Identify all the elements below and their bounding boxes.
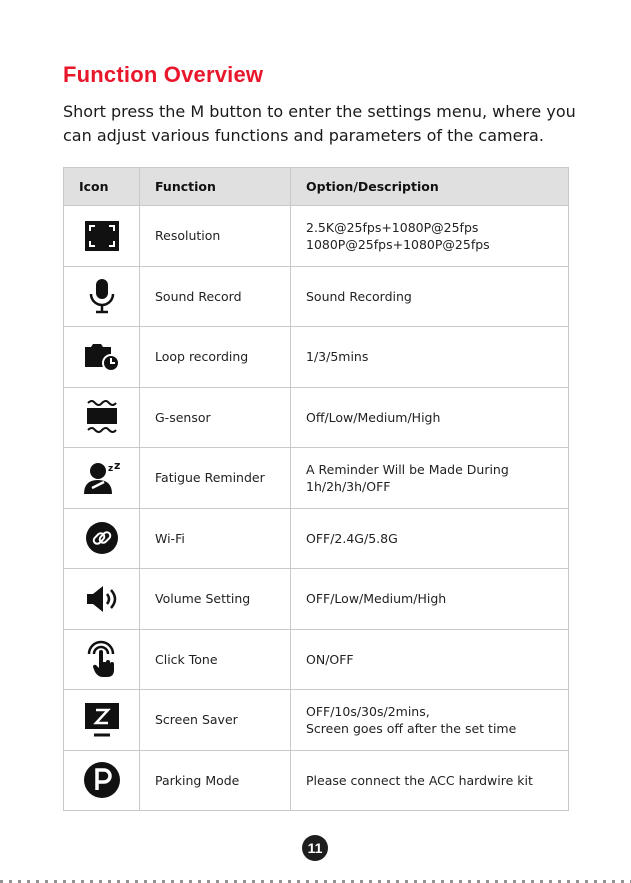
microphone-icon (87, 278, 117, 314)
icon-cell (64, 327, 140, 388)
intro-paragraph: Short press the M button to enter the settings menu, where you can adjust various functions and parameters of the camera. (63, 102, 576, 145)
function-name: Resolution (140, 206, 291, 267)
function-name: Wi-Fi (140, 508, 291, 569)
table-row (64, 750, 569, 811)
speaker-icon (85, 584, 119, 614)
icon-cell (64, 629, 140, 690)
function-description: OFF/Low/Medium/High (291, 569, 569, 630)
svg-text:z: z (107, 463, 113, 474)
table-row (64, 690, 569, 751)
function-description: 2.5K@25fps+1080P@25fps 1080P@25fps+1080P@25fps (291, 206, 569, 267)
table-header-row (64, 168, 569, 206)
icon-cell (64, 448, 140, 509)
parking-icon (83, 761, 121, 799)
function-description: ON/OFF (291, 629, 569, 690)
page-title: Function Overview (63, 62, 264, 87)
wifi-link-icon (85, 521, 119, 555)
function-description: Off/Low/Medium/High (291, 387, 569, 448)
function-table (63, 167, 569, 811)
function-name: Volume Setting (140, 569, 291, 630)
table-row (64, 569, 569, 630)
icon-cell (64, 569, 140, 630)
function-name: Fatigue Reminder (140, 448, 291, 509)
icon-cell (64, 750, 140, 811)
table-row (64, 629, 569, 690)
page-number: 11 (302, 835, 328, 861)
icon-cell (64, 206, 140, 267)
icon-cell (64, 387, 140, 448)
resolution-icon (84, 220, 120, 252)
header-icon: Icon (64, 168, 140, 206)
table-row (64, 448, 569, 509)
header-function: Function (140, 168, 291, 206)
function-name: Click Tone (140, 629, 291, 690)
table-row (64, 266, 569, 327)
table-row (64, 508, 569, 569)
function-description: Please connect the ACC hardwire kit (291, 750, 569, 811)
table-row (64, 327, 569, 388)
click-tone-icon (86, 640, 118, 678)
header-description: Option/Description (291, 168, 569, 206)
function-name: Screen Saver (140, 690, 291, 751)
function-name: Sound Record (140, 266, 291, 327)
function-description: OFF/2.4G/5.8G (291, 508, 569, 569)
g-sensor-icon (84, 398, 120, 436)
icon-cell (64, 690, 140, 751)
function-description: OFF/10s/30s/2mins, Screen goes off after the set time (291, 690, 569, 751)
function-name: Parking Mode (140, 750, 291, 811)
icon-cell (64, 266, 140, 327)
table-row (64, 206, 569, 267)
svg-text:z: z (113, 459, 120, 472)
table-row (64, 387, 569, 448)
screen-saver-icon (84, 702, 120, 738)
function-description: Sound Recording (291, 266, 569, 327)
function-name: G-sensor (140, 387, 291, 448)
function-description: A Reminder Will be Made During 1h/2h/3h/OFF (291, 448, 569, 509)
loop-recording-icon (83, 341, 121, 373)
function-description: 1/3/5mins (291, 327, 569, 388)
icon-cell (64, 508, 140, 569)
function-name: Loop recording (140, 327, 291, 388)
fatigue-reminder-icon (82, 460, 122, 496)
